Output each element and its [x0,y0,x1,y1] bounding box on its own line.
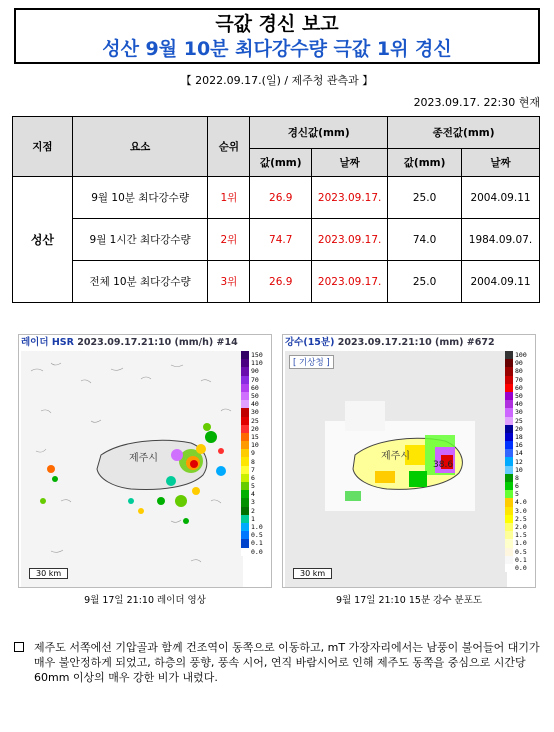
rain-legend-label: 70 [515,375,523,384]
rain-legend-swatch [505,351,513,359]
radar-legend-swatch [241,457,249,465]
rain-legend-swatch [505,367,513,375]
source-line: 【 2022.09.17.(일) / 제주청 관측과 】 [180,74,374,87]
element-cell: 9월 10분 최다강수량 [72,177,208,219]
radar-legend-entry [241,482,269,490]
rain-legend-swatch [505,490,513,498]
rain-legend-swatch [505,498,513,506]
rain-legend-label: 14 [515,449,523,458]
rain-legend-entry [505,449,533,457]
rain-legend-label: 30 [515,408,523,417]
rainfall-panel [282,334,536,588]
radar-legend-entry [241,408,269,416]
radar-legend-swatch [241,515,249,523]
radar-panel [18,334,272,588]
rain-legend-entry [505,367,533,375]
rain-legend-entry [505,441,533,449]
radar-city-label: 제주시 [129,453,158,464]
new-value-cell: 26.9 [250,177,312,219]
radar-legend-swatch [241,417,249,425]
rain-legend-label: 0.5 [515,547,527,556]
radar-legend-swatch [241,359,249,367]
radar-legend-entry [241,417,269,425]
radar-legend-swatch [241,490,249,498]
rain-legend-label: 50 [515,392,523,401]
radar-header [19,335,271,351]
rain-legend-swatch [505,548,513,556]
old-date-cell: 2004.09.11 [462,261,540,303]
bullet-box-icon [14,642,24,652]
radar-legend-label: 3 [251,498,255,507]
col-previous: 종전값(mm) [388,117,540,149]
radar-legend-entry [241,376,269,384]
old-date-cell: 2004.09.11 [462,177,540,219]
analysis-note [14,640,540,685]
radar-legend-swatch [241,548,249,556]
radar-legend-swatch [241,408,249,416]
new-date-cell: 2023.09.17. [312,177,388,219]
col-renewed: 경신값(mm) [250,117,388,149]
radar-legend-swatch [241,392,249,400]
radar-legend-entry [241,359,269,367]
rain-legend-label: 40 [515,400,523,409]
rain-legend-label: 4.0 [515,498,527,507]
rain-legend-entry [505,457,533,465]
element-cell: 전체 10분 최다강수량 [72,261,208,303]
table-row [13,177,540,219]
rain-legend-entry [505,417,533,425]
rain-legend-label: 8 [515,473,519,482]
rain-legend-label: 12 [515,457,523,466]
rain-legend-entry [505,523,533,531]
rainfall-station-value: 38.6 [433,460,454,470]
radar-legend-label: 4 [251,490,255,499]
rain-legend-label: 80 [515,367,523,376]
radar-legend-label: 40 [251,400,259,409]
rain-legend-label: 25 [515,416,523,425]
radar-legend-swatch [241,498,249,506]
rain-legend-entry [505,515,533,523]
radar-legend-entry [241,474,269,482]
radar-legend-swatch [241,433,249,441]
radar-legend-label: 30 [251,408,259,417]
radar-legend-entry [241,490,269,498]
radar-legend-entry [241,466,269,474]
rain-legend-swatch [505,449,513,457]
rain-legend-swatch [505,474,513,482]
col-renewed-value: 값(mm) [250,149,312,177]
old-value-cell: 74.0 [388,219,462,261]
radar-legend-swatch [241,507,249,515]
rain-legend-swatch [505,408,513,416]
radar-legend-label: 0.1 [251,539,263,548]
rain-legend-label: 16 [515,441,523,450]
rain-legend-label: 0.1 [515,555,527,564]
rain-legend-entry [505,392,533,400]
rank-cell: 2위 [208,219,250,261]
rain-legend-swatch [505,441,513,449]
old-date-cell: 1984.09.07. [462,219,540,261]
rain-legend-swatch [505,425,513,433]
rain-legend-label: 6 [515,482,519,491]
rain-legend-entry [505,466,533,474]
radar-legend-label: 0.5 [251,531,263,540]
rain-legend-entry [505,359,533,367]
radar-legend-swatch [241,539,249,547]
radar-legend-label: 60 [251,383,259,392]
radar-legend-swatch [241,523,249,531]
radar-legend-entry [241,515,269,523]
rain-legend-label: 2.5 [515,514,527,523]
radar-legend-swatch [241,376,249,384]
rain-legend-label: 2.0 [515,523,527,532]
radar-legend-entry [241,441,269,449]
rain-legend-label: 1.5 [515,531,527,540]
rain-legend-entry [505,490,533,498]
rain-legend-swatch [505,507,513,515]
radar-legend-label: 15 [251,432,259,441]
radar-image [21,351,243,587]
rain-legend-swatch [505,359,513,367]
table-row [13,261,540,303]
rainfall-header-rest: 2023.09.17.21:10 (mm) #672 [334,337,495,348]
radar-legend-entry [241,523,269,531]
rain-legend-swatch [505,433,513,441]
rain-legend-entry [505,531,533,539]
record-table [12,116,540,303]
radar-legend-label: 8 [251,457,255,466]
radar-legend-label: 10 [251,441,259,450]
rainfall-map [285,351,507,587]
rainfall-image [285,351,507,587]
rain-legend-label: 20 [515,424,523,433]
agency-label: [ 기상청 ] [289,355,334,369]
radar-legend-swatch [241,531,249,539]
col-rank: 순위 [208,117,250,177]
radar-legend-entry [241,392,269,400]
rain-legend-swatch [505,539,513,547]
rain-legend-entry [505,376,533,384]
rain-legend-label: 3.0 [515,506,527,515]
rank-cell: 1위 [208,177,250,219]
rainfall-legend [505,351,533,587]
col-station: 지점 [13,117,73,177]
rain-legend-swatch [505,392,513,400]
rain-legend-swatch [505,515,513,523]
rain-legend-swatch [505,457,513,465]
rain-legend-entry [505,425,533,433]
radar-legend-swatch [241,367,249,375]
radar-legend-entry [241,384,269,392]
radar-legend-swatch [241,482,249,490]
radar-legend-entry [241,400,269,408]
rain-legend-swatch [505,466,513,474]
radar-legend-label: 2 [251,506,255,515]
rain-legend-entry [505,408,533,416]
rainfall-header-prefix: 강수(15분) [285,337,335,348]
rain-legend-label: 0.0 [515,563,527,572]
radar-legend-label: 7 [251,465,255,474]
radar-header-prefix: 레이더 HSR [21,337,74,348]
radar-legend-entry [241,351,269,359]
radar-legend-swatch [241,441,249,449]
radar-legend-entry [241,507,269,515]
col-previous-date: 날짜 [462,149,540,177]
radar-legend [241,351,269,587]
rain-legend-entry [505,556,533,564]
rain-legend-label: 1.0 [515,539,527,548]
old-value-cell: 25.0 [388,261,462,303]
radar-legend-entry [241,367,269,375]
rain-legend-entry [505,498,533,506]
radar-scale-bar: 30 km [29,568,68,579]
rain-legend-swatch [505,523,513,531]
rain-legend-swatch [505,417,513,425]
rain-legend-swatch [505,376,513,384]
rain-legend-entry [505,384,533,392]
radar-legend-label: 150 [251,351,263,360]
rain-legend-swatch [505,400,513,408]
radar-legend-entry [241,457,269,465]
rain-legend-entry [505,548,533,556]
rain-legend-entry [505,539,533,547]
report-title: 극값 경신 보고 [215,13,339,35]
radar-legend-label: 90 [251,367,259,376]
rain-legend-label: 10 [515,465,523,474]
radar-legend-label: 25 [251,416,259,425]
new-value-cell: 74.7 [250,219,312,261]
rank-cell: 3위 [208,261,250,303]
rain-legend-entry [505,351,533,359]
radar-caption: 9월 17일 21:10 레이더 영상 [84,595,206,606]
rainfall-scale-bar: 30 km [293,568,332,579]
new-date-cell: 2023.09.17. [312,219,388,261]
radar-legend-label: 110 [251,359,263,368]
rain-legend-label: 5 [515,490,519,499]
new-date-cell: 2023.09.17. [312,261,388,303]
col-element: 요소 [72,117,208,177]
station-cell: 성산 [13,177,73,303]
radar-legend-label: 6 [251,473,255,482]
rain-legend-label: 100 [515,351,527,360]
table-row [13,219,540,261]
radar-legend-entry [241,425,269,433]
new-value-cell: 26.9 [250,261,312,303]
analysis-note-text: 제주도 서쪽에선 기압골과 함께 건조역이 동쪽으로 이동하고, mT 가장자리에서는 남풍이 불어들어 대기가 매우 불안정하게 되었고, 하층의 풍향, 풍속 시어, 연직 바람시어로 인해 제주도 동쪽을 중심으로 시간당 60mm 이상의 매우 강한 비가 내렸다. [34,641,540,684]
radar-legend-swatch [241,384,249,392]
element-cell: 9월 1시간 최다강수량 [72,219,208,261]
report-title-box [14,8,540,64]
radar-legend-label: 20 [251,424,259,433]
radar-legend-swatch [241,400,249,408]
radar-header-rest: 2023.09.17.21:10 (mm/h) #14 [73,337,238,348]
radar-legend-label: 1.0 [251,523,263,532]
old-value-cell: 25.0 [388,177,462,219]
rain-legend-swatch [505,482,513,490]
radar-legend-swatch [241,449,249,457]
rain-legend-label: 18 [515,432,523,441]
rain-legend-label: 90 [515,359,523,368]
rain-legend-entry [505,400,533,408]
radar-legend-label: 1 [251,514,255,523]
radar-legend-swatch [241,425,249,433]
col-renewed-date: 날짜 [312,149,388,177]
rain-legend-swatch [505,531,513,539]
radar-legend-entry [241,449,269,457]
radar-legend-entry [241,531,269,539]
radar-legend-label: 9 [251,449,255,458]
rain-legend-swatch [505,564,513,572]
table-header-row [13,117,540,149]
radar-legend-entry [241,498,269,506]
rainfall-city-label: 제주시 [381,451,410,462]
rain-legend-entry [505,474,533,482]
radar-map [21,351,243,587]
radar-legend-swatch [241,474,249,482]
report-subtitle: 성산 9월 10분 최다강수량 극값 1위 경신 [102,38,452,60]
rain-legend-entry [505,564,533,572]
col-previous-value: 값(mm) [388,149,462,177]
rain-legend-entry [505,433,533,441]
rain-legend-swatch [505,384,513,392]
rain-legend-label: 60 [515,383,523,392]
rain-legend-entry [505,507,533,515]
rain-legend-swatch [505,556,513,564]
radar-legend-swatch [241,466,249,474]
radar-legend-label: 5 [251,482,255,491]
radar-legend-label: 50 [251,392,259,401]
radar-legend-label: 70 [251,375,259,384]
rainfall-caption: 9월 17일 21:10 15분 강수 분포도 [335,595,483,606]
rain-legend-entry [505,482,533,490]
rainfall-header [283,335,535,351]
radar-legend-swatch [241,351,249,359]
radar-legend-entry [241,539,269,547]
radar-legend-label: 0.0 [251,547,263,556]
radar-legend-entry [241,548,269,556]
radar-legend-entry [241,433,269,441]
current-time: 2023.09.17. 22:30 현재 [413,96,540,109]
